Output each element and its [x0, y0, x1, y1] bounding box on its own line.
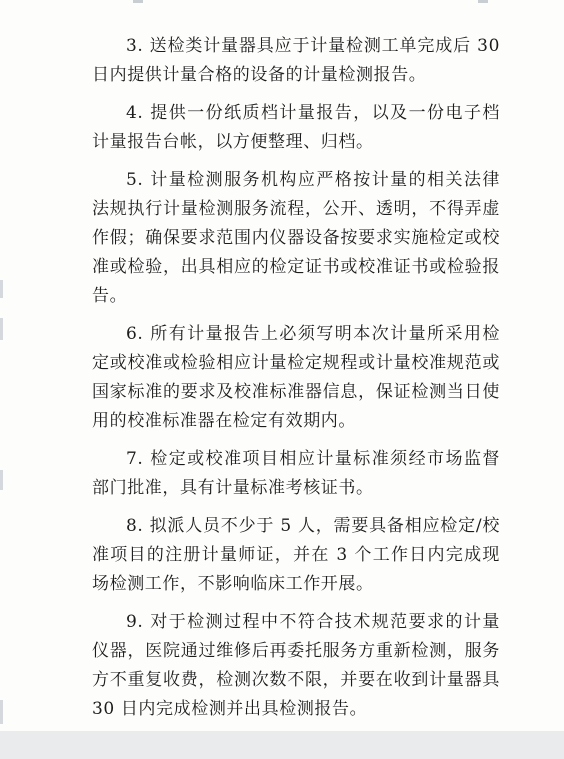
scan-edge-mark: [478, 0, 488, 3]
paragraph-item-6: 6. 所有计量报告上必须写明本次计量所采用检定或校准或检验相应计量检定规程或计量校准规范或国家标准的要求及校准标准器信息，保证检测当日使用的校准标准器在检定有效期内。: [92, 324, 500, 431]
paragraph-item-8: 8. 拟派人员不少于 5 人，需要具备相应检定/校准项目的注册计量师证，并在 3 个工作日内完成现场检测工作，不影响临床工作开展。: [92, 516, 500, 594]
paragraph-item-7: 7. 检定或校准项目相应计量标准须经市场监督部门批准，具有计量标准考核证书。: [92, 449, 500, 498]
paragraph-item-4: 4. 提供一份纸质档计量报告，以及一份电子档计量报告台帐，以方便整理、归档。: [92, 103, 500, 152]
scan-edge-mark: [0, 700, 3, 724]
scan-edge-mark: [0, 470, 3, 490]
paragraph-item-5: 5. 计量检测服务机构应严格按计量的相关法律法规执行计量检测服务流程，公开、透明，不得弄虚作假；确保要求范围内仪器设备按要求实施检定或校准或检验，出具相应的检定证书或校准证书或检验报告。: [92, 170, 500, 306]
paragraph-item-9: 9. 对于检测过程中不符合技术规范要求的计量仪器，医院通过维修后再委托服务方重新检测，服务方不重复收费，检测次数不限，并要在收到计量器具 30 日内完成检测并出具检测报告。: [92, 612, 500, 719]
scan-edge-mark: [0, 318, 3, 340]
scan-edge-mark: [133, 0, 143, 3]
paragraph-item-3: 3. 送检类计量器具应于计量检测工单完成后 30 日内提供计量合格的设备的计量检测报告。: [92, 36, 500, 85]
scan-edge-mark: [0, 280, 3, 298]
page-bottom-band: [0, 731, 564, 759]
document-body: [92, 32, 500, 733]
